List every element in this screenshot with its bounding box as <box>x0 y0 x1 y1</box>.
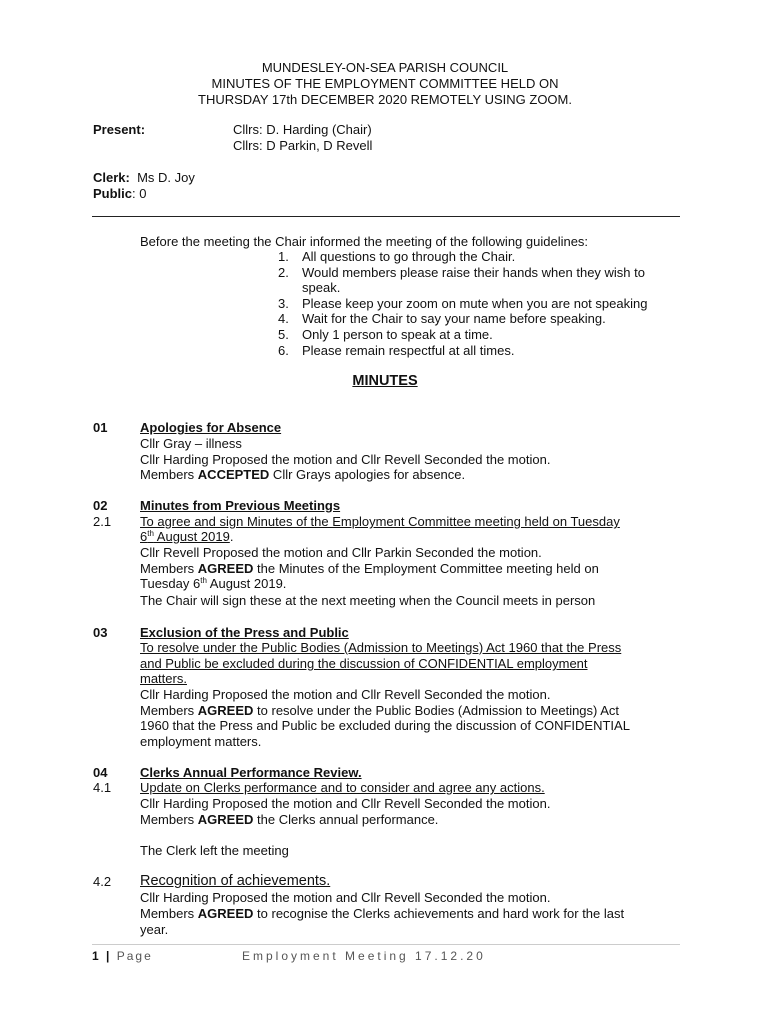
guideline-item <box>278 249 647 265</box>
superscript: th <box>147 529 154 538</box>
text-run-bold: AGREED <box>197 703 254 718</box>
section-title: Minutes from Previous Meetings <box>140 498 341 513</box>
guideline-number: 2. <box>278 264 289 280</box>
text-run-bold: ACCEPTED <box>197 467 270 482</box>
section-number: 04 <box>93 765 108 780</box>
public-label: Public <box>93 186 133 201</box>
public-row <box>93 186 146 202</box>
footer-divider <box>92 944 680 945</box>
guideline-text: All questions to go through the Chair. <box>302 249 516 264</box>
section-text <box>140 906 624 922</box>
section-text: 1960 that the Press and Public be excluded during the discussion of CONFIDENTIAL <box>140 718 630 733</box>
text-run <box>140 529 230 544</box>
text-run: to recognise the Clerks achievements and hard work for the last <box>253 906 625 921</box>
text-run: Cllr Grays apologies for absence. <box>269 467 466 482</box>
section-text: The Clerk left the meeting <box>140 843 289 858</box>
text-run: August 2019. <box>206 576 287 591</box>
guideline-number: 6. <box>278 342 289 358</box>
section-text: To resolve under the Public Bodies (Admission to Meetings) Act 1960 that the Press <box>140 640 622 655</box>
text-run: the Clerks annual performance. <box>253 812 439 827</box>
clerk-row <box>93 170 195 186</box>
guideline-item <box>278 327 647 343</box>
guideline-item <box>278 311 647 327</box>
section-text: The Chair will sign these at the next meeting when the Council meets in person <box>140 593 596 608</box>
section-text <box>140 812 438 828</box>
council-name: MUNDESLEY-ON-SEA PARISH COUNCIL <box>261 60 509 75</box>
clerk-label: Clerk: <box>93 170 130 185</box>
text-run: Members <box>140 703 198 718</box>
text-run: the Minutes of the Employment Committee meeting held on <box>253 561 599 576</box>
guideline-text: Please keep your zoom on mute when you are not speaking <box>302 295 648 311</box>
text-run: . <box>229 529 234 544</box>
present-line-2: Cllrs: D Parkin, D Revell <box>233 138 373 153</box>
guideline-text: Please remain respectful at all times. <box>302 342 515 358</box>
text-run: to resolve under the Public Bodies (Admission to Meetings) Act <box>253 703 620 718</box>
section-text: Cllr Harding Proposed the motion and Cllr Revell Seconded the motion. <box>140 796 551 811</box>
meeting-date: THURSDAY 17th DECEMBER 2020 REMOTELY USING ZOOM. <box>198 92 572 107</box>
section-text <box>140 576 286 592</box>
footer-title: Employment Meeting 17.12.20 <box>242 949 486 963</box>
guideline-text: Would members please raise their hands when they wish to <box>302 264 645 280</box>
guidelines-intro: Before the meeting the Chair informed the meeting of the following guidelines: <box>140 234 589 249</box>
section-number: 02 <box>93 498 108 513</box>
text-run-bold: AGREED <box>197 906 254 921</box>
text-run-bold: AGREED <box>197 561 254 576</box>
section-text: matters. <box>140 671 187 686</box>
section-text: Cllr Gray – illness <box>140 436 242 451</box>
guideline-number: 3. <box>278 295 289 311</box>
guideline-text: Wait for the Chair to say your name before speaking. <box>302 311 606 327</box>
text-run: 6 <box>140 529 148 544</box>
subsection-number: 4.1 <box>93 780 112 795</box>
section-text: Update on Clerks performance and to consider and agree any actions. <box>140 780 545 795</box>
text-run: August 2019 <box>153 529 230 544</box>
section-text <box>140 467 465 483</box>
present-line-1: Cllrs: D. Harding (Chair) <box>233 122 372 137</box>
superscript: th <box>200 576 207 585</box>
clerk-value: Ms D. Joy <box>137 170 195 185</box>
guideline-item <box>278 265 647 296</box>
guideline-item <box>278 296 647 312</box>
text-run-bold: AGREED <box>197 812 254 827</box>
guideline-text: Only 1 person to speak at a time. <box>302 326 493 342</box>
text-run: Members <box>140 812 198 827</box>
section-text: employment matters. <box>140 734 262 749</box>
section-text: and Public be excluded during the discussion of CONFIDENTIAL employment <box>140 656 588 671</box>
section-text <box>140 529 233 545</box>
page-separator: | <box>106 949 112 963</box>
text-run: Members <box>140 906 198 921</box>
section-text: To agree and sign Minutes of the Employment Committee meeting held on Tuesday <box>140 514 620 529</box>
subsection-number: 4.2 <box>93 874 112 889</box>
section-title: Exclusion of the Press and Public <box>140 625 349 640</box>
minutes-heading: MINUTES <box>352 373 418 389</box>
page-number-value: 1 <box>92 949 101 963</box>
section-text: Cllr Harding Proposed the motion and Cllr Revell Seconded the motion. <box>140 687 551 702</box>
section-title: Clerks Annual Performance Review. <box>140 765 362 780</box>
header-divider <box>92 216 680 217</box>
guideline-number: 5. <box>278 326 289 342</box>
guideline-number: 1. <box>278 249 289 264</box>
section-text: Cllr Harding Proposed the motion and Cllr Revell Seconded the motion. <box>140 890 551 905</box>
section-text: Cllr Revell Proposed the motion and Cllr Parkin Seconded the motion. <box>140 545 542 560</box>
guideline-number: 4. <box>278 311 289 327</box>
guidelines-list <box>278 249 647 358</box>
section-text: Cllr Harding Proposed the motion and Cllr Revell Seconded the motion. <box>140 452 551 467</box>
text-run: Members <box>140 467 198 482</box>
present-label: Present: <box>93 122 146 137</box>
section-text <box>140 703 619 719</box>
public-value: : 0 <box>132 186 147 201</box>
page-number <box>92 949 153 963</box>
guideline-item <box>278 343 647 359</box>
section-text <box>140 561 599 577</box>
text-run: Members <box>140 561 198 576</box>
section-number: 01 <box>93 420 108 435</box>
section-text: year. <box>140 922 169 937</box>
section-title: Apologies for Absence <box>140 420 282 435</box>
page-word: Page <box>116 949 153 963</box>
section-number: 03 <box>93 625 108 640</box>
subsection-title: Recognition of achievements. <box>140 873 331 889</box>
subsection-number: 2.1 <box>93 514 112 529</box>
text-run: Tuesday 6 <box>140 576 201 591</box>
guideline-text-cont: speak. <box>302 280 341 296</box>
document-title: MINUTES OF THE EMPLOYMENT COMMITTEE HELD ON <box>211 76 559 91</box>
